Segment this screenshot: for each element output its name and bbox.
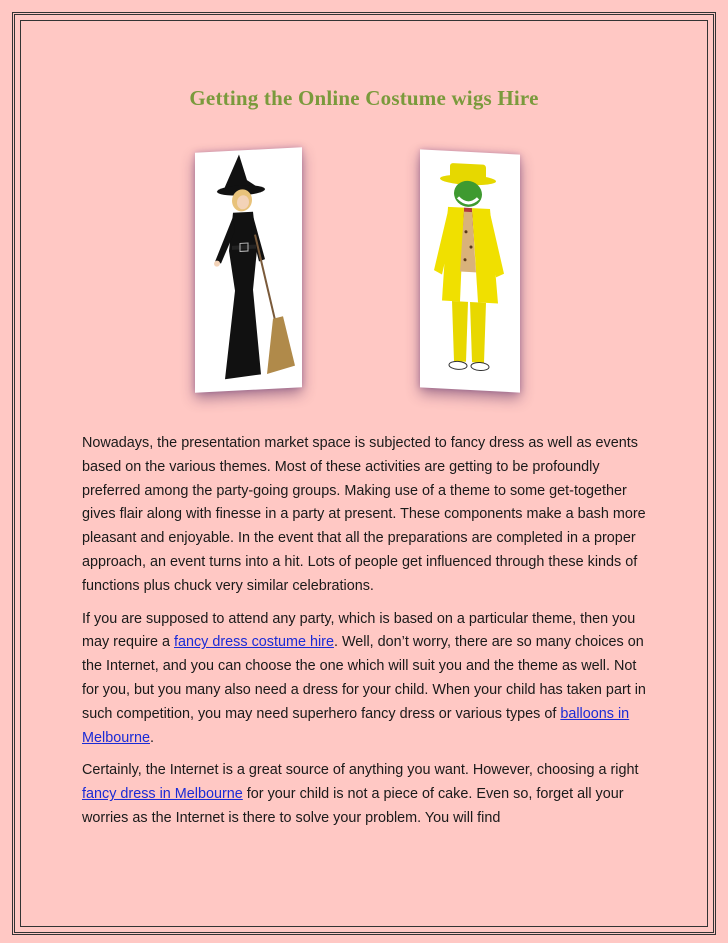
witch-costume-illustration <box>195 147 302 393</box>
paragraph-2 <box>82 608 647 751</box>
paragraph-3-text-2: for your child is not a piece of cake. Even so, forget all your worries as the Internet is there to solve your problem. You will find <box>82 786 624 826</box>
paragraph-2-text-1: If you are supposed to attend any party, which is based on a particular theme, then you may require a <box>82 610 636 651</box>
document-title: Getting the Online Costume wigs Hire <box>189 86 539 110</box>
mask-costume-photo <box>420 149 520 392</box>
paragraph-1: Nowadays, the presentation market space is subjected to fancy dress as well as events based on the various themes. Most of these activities are getting to be profoundly preferred among the party-going groups. Making use of a theme to some get-together gives flair along with finesse in a party at present. These components make a bash more pleasant and enjoyable. In the event that all the preparations are completed in a proper approach, an event turns into a hit. Lots of people get influenced through these kinds of functions plus chuck very similar celebrations. <box>82 435 646 594</box>
fancy-dress-costume-hire-link[interactable]: fancy dress costume hire <box>173 634 334 651</box>
witch-costume-photo <box>195 147 302 393</box>
mask-costume-illustration <box>420 149 520 392</box>
paragraph-2-text-2: . Well, don’t worry, there are so many choices on the Internet, and you can choose the one which will suit you and the theme as well. Not for you, but you many also need a dress for your child. When your child has taken part in such competition, you may need superhero fancy dress or various types of <box>82 634 646 722</box>
paragraph-2-text-3: . <box>150 729 154 746</box>
fancy-dress-in-melbourne-link[interactable]: fancy dress in Melbourne <box>82 786 243 803</box>
document-body <box>82 432 647 840</box>
paragraph-3 <box>82 759 647 830</box>
paragraph-3-text-1: Certainly, the Internet is a great source of anything you want. However, choosing a right <box>82 762 639 779</box>
balloons-in-melbourne-link[interactable]: balloons in Melbourne <box>82 705 630 746</box>
